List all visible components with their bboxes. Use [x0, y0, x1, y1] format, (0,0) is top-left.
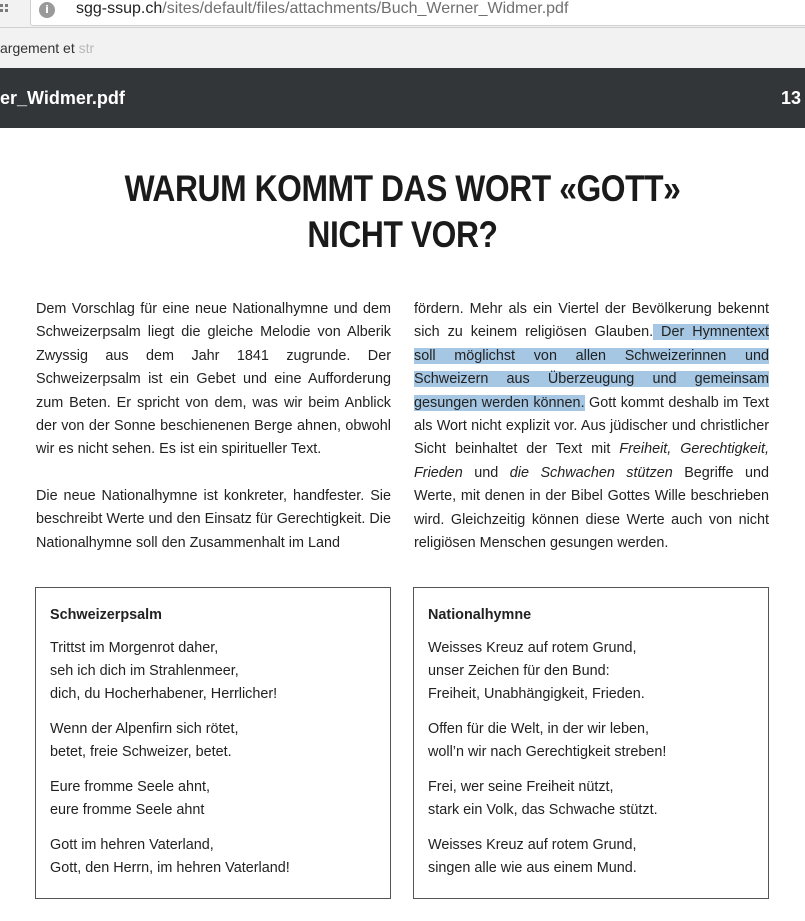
- heading-line-1: WARUM KOMMT DAS WORT «GOTT»: [124, 168, 681, 209]
- left-column: [36, 298, 391, 578]
- url-path: /sites/default/files/attachments/Buch_Werner_Widmer.pdf: [162, 0, 569, 17]
- stanza: Trittst im Morgenrot daher, seh ich dich im Strahlenmeer, dich, du Hocherhabener, Herrlicher!: [50, 640, 278, 702]
- url-host: sgg-ssup.ch: [76, 0, 163, 17]
- right-column: [414, 298, 769, 578]
- text-selection-highlight[interactable]: Der Hymnentext soll möglichst von allen Schweizerinnen und Schweizern aus Überzeugung und gemeinsam gesungen werden können.: [414, 324, 769, 411]
- page-heading: [56, 166, 748, 258]
- stanza: Eure fromme Seele ahnt, eure fromme Seele ahnt: [50, 779, 210, 818]
- pdf-page-number: 13: [780, 88, 801, 108]
- stanza: Wenn der Alpenfirn sich rötet, betet, freie Schweizer, betet.: [50, 721, 239, 760]
- paragraph: Dem Vorschlag für eine neue Nationalhymne und dem Schweizerpsalm liegt die gleiche Melodie von Alberik Zwyssig aus dem Jahr 1841 zugrunde. Der Schweizerpsalm ist ein Gebet und eine Aufforderung zum Beten. Er spricht von dem, was wir beim Anblick der von der Sonne beschienenen Berge ahnen, obwohl wir es nicht sehen. Es ist ein spiritueller Text.: [36, 301, 391, 458]
- pdf-toolbar: [0, 68, 805, 128]
- stanza: Offen für die Welt, in der wir leben, woll’n wir nach Gerechtigkeit streben!: [428, 721, 667, 760]
- bookmark-item[interactable]: argement et str: [0, 40, 95, 56]
- apps-grid-icon[interactable]: [0, 4, 12, 16]
- stanza: Weisses Kreuz auf rotem Grund, unser Zeichen für den Bund: Freiheit, Unabhängigkeit, Frieden.: [428, 640, 645, 702]
- stanza: Gott im hehren Vaterland, Gott, den Herrn, im hehren Vaterland!: [50, 837, 290, 876]
- bookmarks-bar: [0, 28, 805, 68]
- paragraph: Die neue Nationalhymne ist konkreter, handfester. Sie beschreibt Werte und den Einsatz für Gerechtigkeit. Die Nationalhymne soll den Zusammenhalt im Land: [36, 487, 391, 551]
- stanza: Weisses Kreuz auf rotem Grund, singen alle wie aus einem Mund.: [428, 837, 637, 876]
- url-field[interactable]: [30, 0, 805, 26]
- box-title: Schweizerpsalm: [50, 607, 162, 623]
- paragraph: fördern. Mehr als ein Viertel der Bevölkerung bekennt sich zu keinem religiösen Glauben. Der Hymnentext soll möglichst von allen Schweizerinnen und Schweizern aus Überzeugung und gemeinsam gesungen werden können. Gott kommt deshalb im Text als Wort nicht explizit vor. Aus jüdischer und christlicher Sicht beinhaltet der Text mit Freiheit, Gerechtigkeit, Frieden und die Schwachen stützen Begriffe und Werte, mit denen in der Bibel Gottes Wille beschrieben wird. Gleichzeitig können diese Werte auch von nicht religiösen Menschen gesungen werden.: [414, 301, 770, 552]
- site-info-icon[interactable]: i: [39, 2, 55, 18]
- pdf-page: [0, 128, 805, 921]
- schweizerpsalm-box: [35, 587, 391, 899]
- address-bar-area: [0, 0, 805, 28]
- box-title: Nationalhymne: [428, 607, 532, 623]
- pdf-file-title: er_Widmer.pdf: [0, 88, 125, 108]
- url-text: [76, 0, 568, 18]
- stanza: Frei, wer seine Freiheit nützt, stark ein Volk, das Schwache stützt.: [428, 779, 658, 818]
- heading-line-2: NICHT VOR?: [307, 214, 498, 255]
- nationalhymne-box: [413, 587, 769, 899]
